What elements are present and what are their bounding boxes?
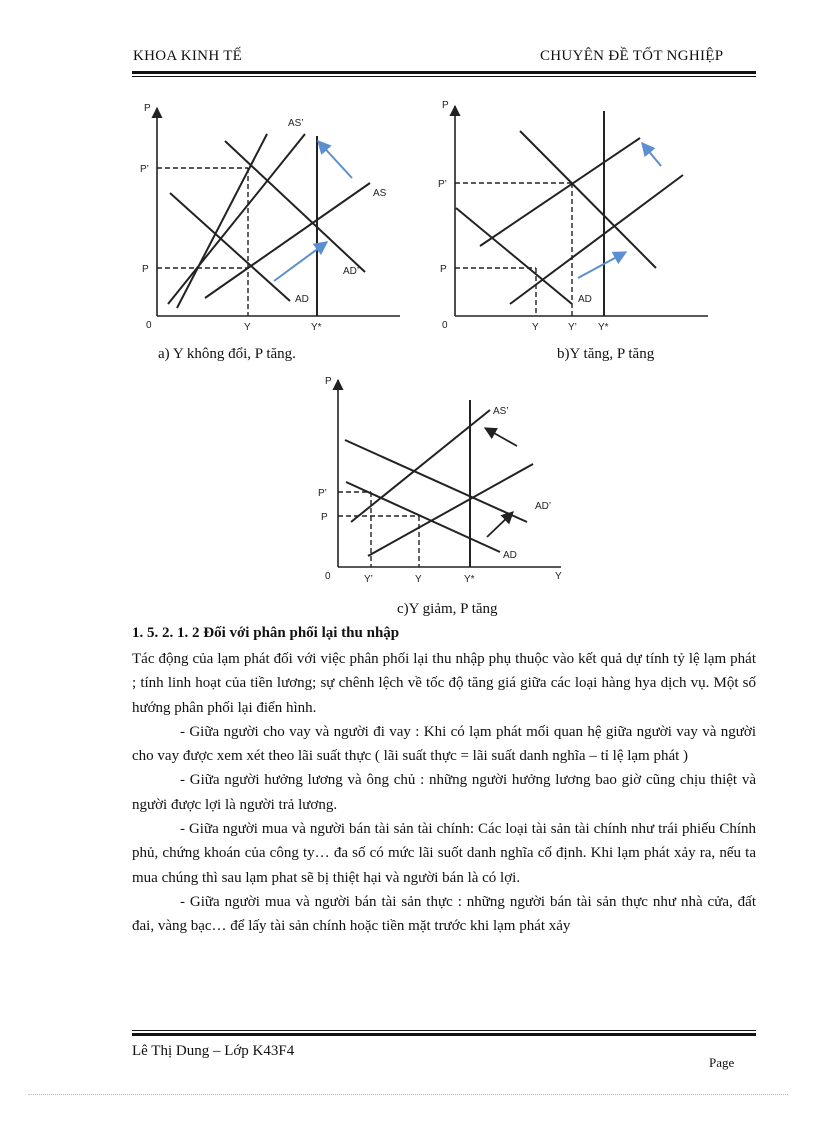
paragraph: - Giữa người cho vay và người đi vay : Khi có lạm phát mối quan hệ giữa người vay và người cho vay được xem xét theo lãi suất thực ( lãi suất thực = lãi suất danh nghĩa – tỉ lệ lạm phát ) <box>132 723 756 765</box>
arrow-up <box>318 141 352 178</box>
arrow-right <box>578 252 626 278</box>
as-upper <box>480 138 640 246</box>
arrow-up-right <box>487 512 513 537</box>
label-y-star: Y* <box>598 322 609 333</box>
label-y-star: Y* <box>464 574 475 585</box>
figure-a-diagram <box>130 96 420 341</box>
as-prime-line <box>177 134 267 308</box>
ad-curve <box>346 482 500 552</box>
label-p-prime: P’ <box>438 179 447 190</box>
paragraph: - Giữa người hưởng lương và ông chủ : những người hưởng lương bao giờ cũng chịu thiệt và người được lợi là người trả lương. <box>132 772 756 813</box>
label-ad: AD <box>578 294 592 305</box>
header-rule-thin <box>132 76 756 77</box>
label-ad-prime: AD’ <box>535 501 552 512</box>
caption-a: a) Y không đổi, P tăng. <box>158 346 296 362</box>
figure-b-diagram <box>428 96 728 341</box>
label-p-prime: P’ <box>140 164 149 175</box>
label-p-axis: P <box>144 103 151 114</box>
paragraph: Tác động của lạm phát đối với việc phân phối lại thu nhập phụ thuộc vào kết quả dự tính tỷ lệ lạm phát ; tính linh hoạt của tiền lương; sự chênh lệch về tốc độ tăng giá giữa các loại hàng hya dịch vụ. Một số hướng phân phối lại điển hình. <box>132 651 756 716</box>
footer-page: Page <box>709 1055 735 1070</box>
label-y-prime: Y’ <box>364 574 373 585</box>
label-p-axis: P <box>325 376 332 387</box>
label-y-star: Y* <box>311 322 322 333</box>
label-y-axis: Y <box>555 571 562 582</box>
label-p: P <box>321 512 328 523</box>
label-origin: 0 <box>325 571 331 582</box>
paragraph: - Giữa người mua và người bán tài sản thực : những người bán tài sản thực như nhà cửa, đất đai, vàng bạc… để lấy tài sản chính hoặc tiền mặt trước khi lạm phát xảy <box>132 893 756 935</box>
footer-author: Lê Thị Dung – Lớp K43F4 <box>132 1043 295 1059</box>
ad-right <box>520 131 656 268</box>
page-edge-divider <box>28 1094 788 1095</box>
header-left: KHOA KINH TẾ <box>133 48 243 64</box>
label-y: Y <box>244 322 251 333</box>
section-title: 1. 5. 2. 1. 2 Đối với phân phối lại thu nhập <box>132 625 400 641</box>
body-text <box>132 647 756 939</box>
label-p: P <box>142 264 149 275</box>
arrow-right <box>274 242 327 281</box>
footer-rule-thick <box>132 1033 756 1036</box>
label-y: Y <box>415 574 422 585</box>
label-ad: AD <box>503 550 517 561</box>
header-right: CHUYÊN ĐỀ TỐT NGHIỆP <box>540 48 724 64</box>
label-y: Y <box>532 322 539 333</box>
figure-c-diagram <box>305 372 585 597</box>
label-p: P <box>440 264 447 275</box>
footer-rule-thin <box>132 1030 756 1031</box>
label-origin: 0 <box>146 320 152 331</box>
label-y-prime: Y’ <box>568 322 577 333</box>
header-rule-thick <box>132 71 756 74</box>
as-prime-curve <box>168 134 305 304</box>
arrow-up <box>642 143 661 166</box>
label-as: AS <box>373 188 387 199</box>
as-curve <box>368 464 533 556</box>
arrow-up-left <box>485 428 517 446</box>
label-as-prime: AS’ <box>288 118 304 129</box>
label-p-prime: P’ <box>318 488 327 499</box>
caption-b: b)Y tăng, P tăng <box>557 346 655 362</box>
label-ad-prime: AD’ <box>343 266 360 277</box>
label-ad: AD <box>295 294 309 305</box>
label-p-axis: P <box>442 100 449 111</box>
label-as-prime: AS’ <box>493 406 509 417</box>
label-origin: 0 <box>442 320 448 331</box>
caption-c: c)Y giảm, P tăng <box>397 601 498 617</box>
paragraph: - Giữa người mua và người bán tài sản tài chính: Các loại tài sản tài chính như trái phiếu Chính phủ, chứng khoán của công ty… đa số có mức lãi suốt danh nghĩa cố định. Khi lạm phát xảy ra, nếu ta mua chúng thì sau lạm phat sẽ bị thiệt hại và người bán là có lợi. <box>132 821 756 886</box>
